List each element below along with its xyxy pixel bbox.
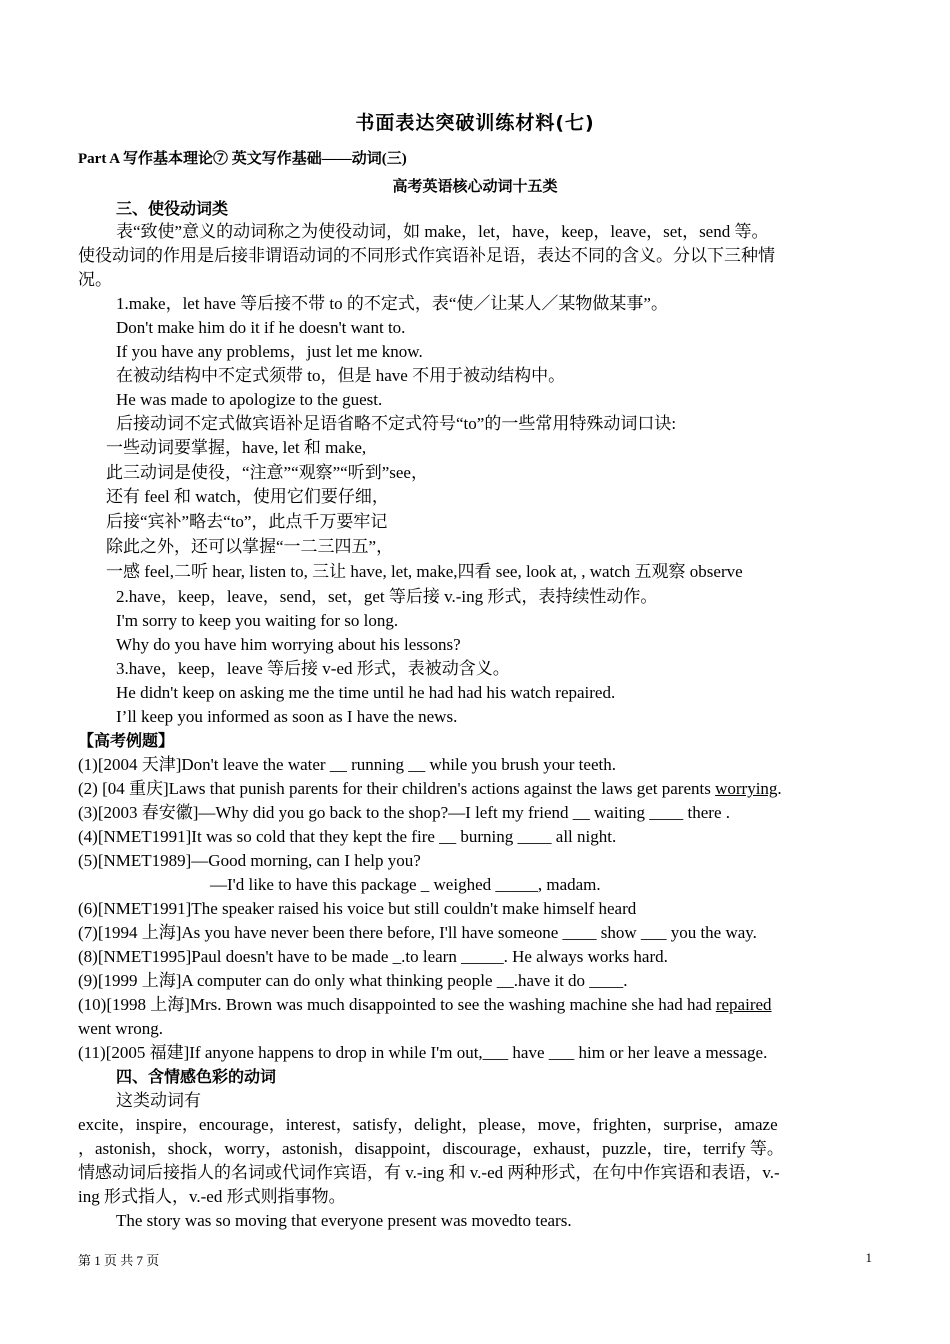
- section4-line: 这类动词有: [116, 1091, 201, 1110]
- section4-line: excite，inspire，encourage，interest，satisfy，delight，please，move，frighten，surprise，amaze: [78, 1115, 778, 1134]
- rule1-example: Don't make him do it if he doesn't want to.: [116, 318, 406, 337]
- rhyme-line: 除此之外，还可以掌握“一二三四五”，: [106, 537, 394, 556]
- rule-3: 3.have，keep，leave 等后接 v-ed 形式，表被动含义。: [116, 659, 510, 678]
- exam-question: (11)[2005 福建]If anyone happens to drop in while I'm out,___ have ___ him or her leave a message.: [78, 1043, 768, 1062]
- rule1-example: He was made to apologize to the guest.: [116, 390, 383, 409]
- rhyme-line: 后接“宾补”略去“to”，此点千万要牢记: [106, 512, 388, 531]
- answer-underline: worrying: [715, 779, 778, 798]
- intro-line-3: 况。: [78, 270, 112, 289]
- rhyme-line: 一感 feel,二听 hear, listen to, 三让 have, let, make,四看 see, look at, , watch 五观察 observe: [106, 562, 743, 581]
- section4-line: 情感动词后接指人的名词或代词作宾语，有 v.-ing 和 v.-ed 两种形式，在句中作宾语和表语，v.-: [78, 1163, 780, 1182]
- intro-line-2: 使役动词的作用是后接非谓语动词的不同形式作宾语补足语，表达不同的含义。分以下三种情: [78, 246, 775, 265]
- page-footer-left: 第 1 页 共 7 页: [78, 1253, 160, 1268]
- rhyme-line: 一些动词要掌握，have, let 和 make,: [106, 438, 367, 457]
- section4-heading: 四、含情感色彩的动词: [116, 1067, 277, 1086]
- exam-question: (3)[2003 春安徽]—Why did you go back to the shop?—I left my friend __ waiting ____ there .: [78, 803, 731, 822]
- intro-line-1: 表“致使”意义的动词称之为使役动词，如 make，let，have，keep，leave，set，send 等。: [116, 222, 769, 241]
- part-heading: Part A 写作基本理论⑦ 英文写作基础——动词(三): [78, 151, 407, 167]
- page-number: 1: [865, 1250, 872, 1265]
- exam-question: —I'd like to have this package _ weighed _____, madam.: [210, 875, 601, 894]
- rule3-example: I’ll keep you informed as soon as I have the news.: [116, 707, 458, 726]
- exam-question: (9)[1999 上海]A computer can do only what thinking people __.have it do ____.: [78, 971, 628, 990]
- document-title: 书面表达突破训练材料(七): [355, 112, 595, 134]
- exam-question: (5)[NMET1989]—Good morning, can I help you?: [78, 851, 421, 870]
- rule3-example: He didn't keep on asking me the time until he had had his watch repaired.: [116, 683, 616, 702]
- exam-heading: 【高考例题】: [78, 731, 175, 750]
- subtitle: 高考英语核心动词十五类: [392, 179, 558, 195]
- section4-line: The story was so moving that everyone present was movedto tears.: [116, 1211, 572, 1230]
- rule2-example: I'm sorry to keep you waiting for so long.: [116, 611, 399, 630]
- exam-question: (8)[NMET1995]Paul doesn't have to be made _.to learn _____. He always works hard.: [78, 947, 668, 966]
- exam-question: (1)[2004 天津]Don't leave the water __ running __ while you brush your teeth.: [78, 755, 616, 774]
- rhyme-line: 还有 feel 和 watch，使用它们要仔细，: [106, 487, 389, 506]
- rule-2: 2.have，keep，leave，send，set，get 等后接 v.-ing 形式，表持续性动作。: [116, 587, 658, 606]
- section4-line: ，astonish，shock，worry，astonish，disappoint，discourage，exhaust，puzzle，tire，terrify 等。: [78, 1139, 784, 1158]
- exam-question: (7)[1994 上海]As you have never been there before, I'll have someone ____ show ___ you the way.: [78, 923, 757, 942]
- rule1-example: 后接动词不定式做宾语补足语省略不定式符号“to”的一些常用特殊动词口诀:: [116, 414, 677, 433]
- rule-1: 1.make，let have 等后接不带 to 的不定式，表“使／让某人／某物做某事”。: [116, 294, 668, 313]
- section4-line: ing 形式指人，v.-ed 形式则指事物。: [78, 1187, 346, 1206]
- exam-question: (4)[NMET1991]It was so cold that they kept the fire __ burning ____ all night.: [78, 827, 617, 846]
- exam-question: (6)[NMET1991]The speaker raised his voice but still couldn't make himself heard: [78, 899, 637, 918]
- exam-question: (2) [04 重庆]Laws that punish parents for their children's actions against the laws get parents worrying.: [78, 779, 782, 798]
- exam-question-cont: went wrong.: [78, 1019, 163, 1038]
- answer-underline: repaired: [715, 995, 772, 1014]
- rhyme-line: 此三动词是使役，“注意”“观察”“听到”see，: [106, 463, 428, 482]
- section3-heading: 三、使役动词类: [116, 199, 229, 218]
- rule1-example: 在被动结构中不定式须带 to，但是 have 不用于被动结构中。: [116, 366, 566, 385]
- rule2-example: Why do you have him worrying about his lessons?: [116, 635, 461, 654]
- exam-question: (10)[1998 上海]Mrs. Brown was much disappointed to see the washing machine she had had repaired: [78, 995, 772, 1014]
- rule1-example: If you have any problems，just let me know.: [116, 342, 423, 361]
